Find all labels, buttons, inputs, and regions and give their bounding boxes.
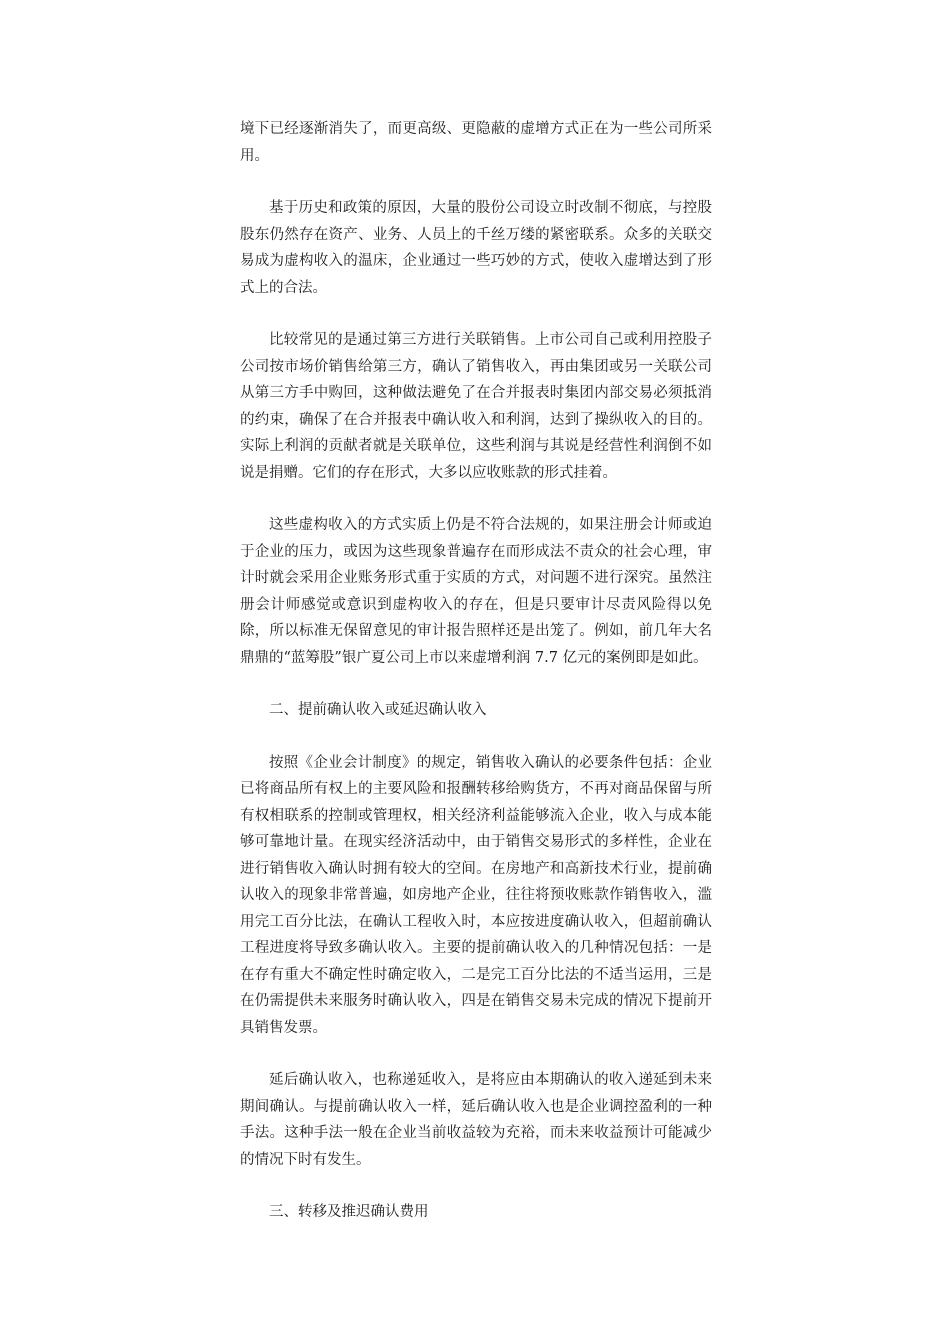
section-heading-2: 二、提前确认收入或延迟确认收入 xyxy=(269,702,487,718)
section-heading-3: 三、转移及推迟确认费用 xyxy=(269,1204,429,1220)
paragraph-continuation: 境下已经逐渐消失了，而更高级、更隐蔽的虚增方式正在为一些公司所采用。 xyxy=(240,121,712,164)
document-body xyxy=(240,116,712,1252)
paragraph-deferred-recognition: 延后确认收入，也称递延收入，是将应由本期确认的收入递延到未来期间确认。与提前确认收入一样，延后确认收入也是企业调控盈利的一种手法。这种手法一般在企业当前收益较为充裕，而未来收益预计可能减少的情况下时有发生。 xyxy=(240,1072,712,1168)
paragraph-audit: 这些虚构收入的方式实质上仍是不符合法规的，如果注册会计师或迫于企业的压力，或因为这些现象普遍存在而形成法不责众的社会心理，审计时就会采用企业账务形式重于实质的方式，对问题不进行深究。虽然注册会计师感觉或意识到虚构收入的存在，但是只要审计尽责风险得以免除，所以标准无保留意见的审计报告照样还是出笼了。例如，前几年大名鼎鼎的“蓝筹股”银广夏公司上市以来虚增利润 7.7 亿元的案例即是如此。 xyxy=(240,517,712,666)
paragraph-third-party-sales: 比较常见的是通过第三方进行关联销售。上市公司自己或利用控股子公司按市场价销售给第三方，确认了销售收入，再由集团或另一关联公司从第三方手中购回，这种做法避免了在合并报表时集团内部交易必须抵消的约束，确保了在合并报表中确认收入和利润，达到了操纵收入的目的。实际上利润的贡献者就是关联单位，这些利润与其说是经营性利润倒不如说是捐赠。它们的存在形式，大多以应收账款的形式挂着。 xyxy=(240,332,712,481)
paragraph-early-recognition: 按照《企业会计制度》的规定，销售收入确认的必要条件包括：企业已将商品所有权上的主要风险和报酬转移给购货方，不再对商品保留与所有权相联系的控制或管理权，相关经济利益能够流入企业，收入与成本能够可靠地计量。在现实经济活动中，由于销售交易形式的多样性，企业在进行销售收入确认时拥有较大的空间。在房地产和高新技术行业，提前确认收入的现象非常普遍，如房地产企业，往往将预收账款作销售收入，滥用完工百分比法，在确认工程收入时，本应按进度确认收入，但超前确认工程进度将导致多确认收入。主要的提前确认收入的几种情况包括：一是在存有重大不确定性时确定收入，二是完工百分比法的不适当运用，三是在仍需提供未来服务时确认收入，四是在销售交易未完成的情况下提前开具销售发票。 xyxy=(240,754,712,1036)
paragraph-related-parties: 基于历史和政策的原因，大量的股份公司设立时改制不彻底，与控股股东仍然存在资产、业务、人员上的千丝万缕的紧密联系。众多的关联交易成为虚构收入的温床，企业通过一些巧妙的方式，使收入虚增达到了形式上的合法。 xyxy=(240,200,712,296)
